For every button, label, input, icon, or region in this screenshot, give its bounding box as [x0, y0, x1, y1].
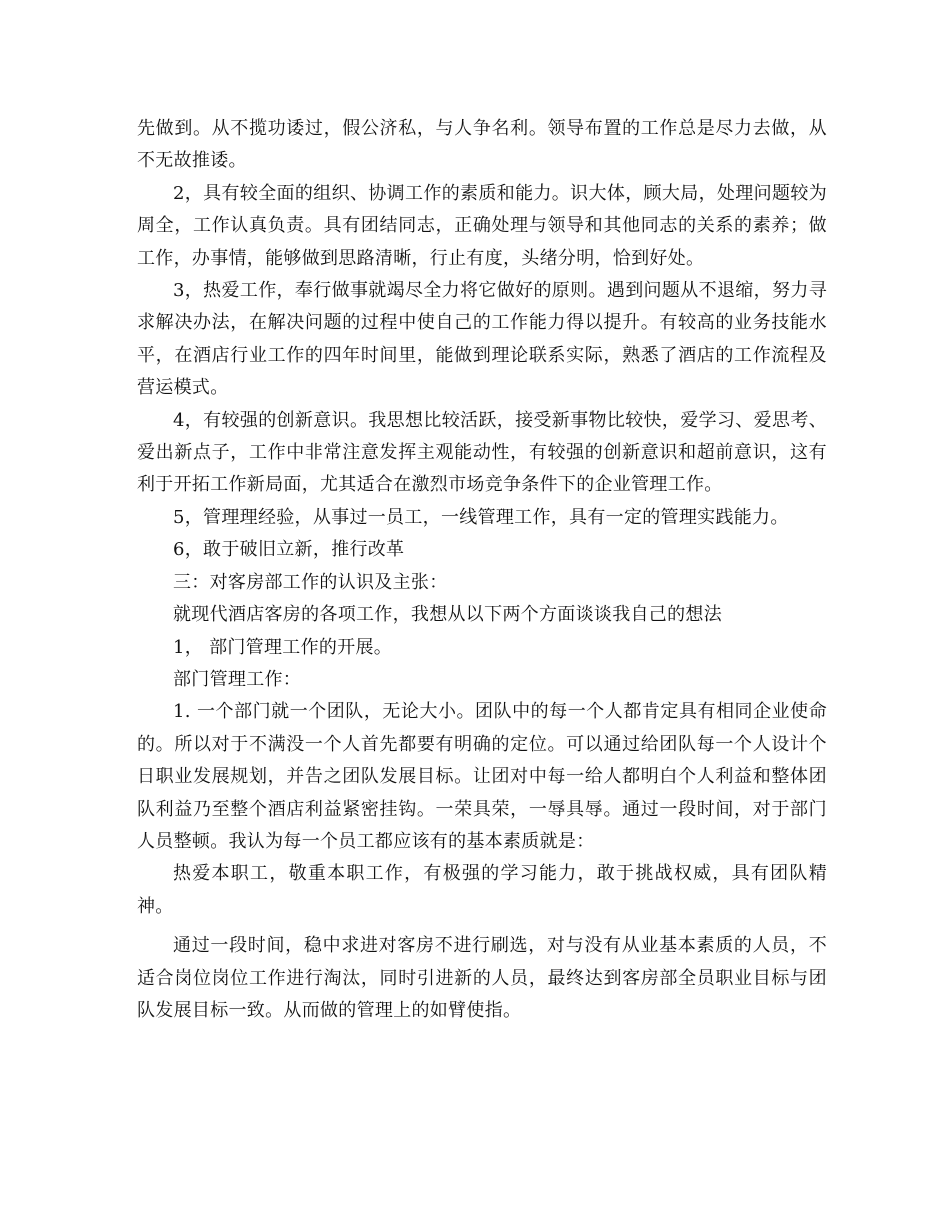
paragraph-intro: 就现代酒店客房的各项工作，我想从以下两个方面谈谈我自己的想法 [173, 604, 722, 626]
document-body [137, 113, 827, 1027]
paragraph-point-6: 6，敢于破旧立新，推行改革 [173, 539, 405, 561]
paragraph-point-2: 2，具有较全面的组织、协调工作的素质和能力。识大体，顾大局，处理问题较为周全，工作认真负责。具有团结同志，正确处理与领导和其他同志的关系的素养；做工作，办事情，能够做到思路清晰，行止有度，头绪分明，恰到好处。 [137, 182, 827, 269]
paragraph-continuation: 先做到。从不揽功诿过，假公济私，与人争名利。领导布置的工作总是尽力去做，从不无故推诿。 [137, 118, 827, 172]
paragraph-point-3: 3，热爱工作，奉行做事就竭尽全力将它做好的原则。遇到问题从不退缩，努力寻求解决办法，在解决问题的过程中使自己的工作能力得以提升。有较高的业务技能水平，在酒店行业工作的四年时间里，能做到理论联系实际，熟悉了酒店的工作流程及营运模式。 [137, 280, 827, 399]
subheading-department-management: 部门管理工作： [173, 668, 302, 690]
subheading-1: 1， 部门管理工作的开展。 [173, 636, 393, 658]
paragraph-team: 1. 一个部门就一个团队，无论大小。团队中的每一个人都肯定具有相同企业使命的。所以对于不满没一个人首先都要有明确的定位。可以通过给团队每一个人设计个日职业发展规划，并告之团队发展目标。让团对中每一给人都明白个人利益和整体团队利益乃至整个酒店利益紧密挂钩。一荣具荣，一辱具辱。通过一段时间，对于部门人员整顿。我认为每一个员工都应该有的基本素质就是： [137, 701, 827, 852]
paragraph-selection: 通过一段时间，稳中求进对客房不进行刷选，对与没有从业基本素质的人员，不适合岗位岗位工作进行淘汰，同时引进新的人员，最终达到客房部全员职业目标与团队发展目标一致。从而做的管理上的如臂使指。 [137, 935, 827, 1021]
section-heading-3: 三：对客房部工作的认识及主张： [173, 571, 448, 593]
paragraph-point-5: 5，管理理经验，从事过一员工，一线管理工作，具有一定的管理实践能力。 [173, 506, 789, 528]
paragraph-point-4: 4，有较强的创新意识。我思想比较活跃，接受新事物比较快，爱学习、爱思考、爱出新点子，工作中非常注意发挥主观能动性，有较强的创新意识和超前意识，这有利于开拓工作新局面，尤其适合在激烈市场竞争条件下的企业管理工作。 [137, 409, 827, 496]
paragraph-qualities: 热爱本职工，敬重本职工作，有极强的学习能力，敢于挑战权威，具有团队精神。 [137, 863, 827, 917]
